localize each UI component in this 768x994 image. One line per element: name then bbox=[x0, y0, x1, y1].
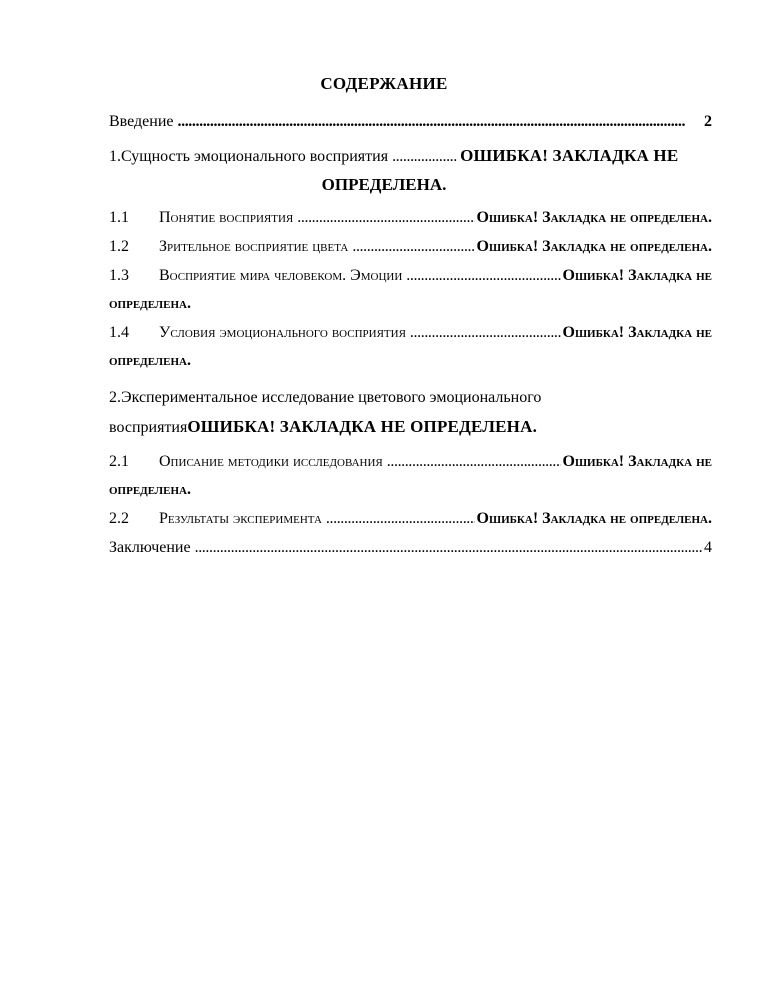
toc-error-text: Ошибка! Закладка не определена. bbox=[476, 510, 712, 527]
toc-entry-2-2[interactable] bbox=[109, 509, 712, 529]
toc-entry-text: Восприятие мира человеком. Эмоции bbox=[159, 267, 403, 284]
toc-leader-dots bbox=[352, 237, 474, 257]
toc-entry-text: Зрительное восприятие цвета bbox=[159, 238, 349, 255]
toc-entry-text: 1.Сущность эмоционального восприятия bbox=[109, 148, 389, 165]
toc-entry-intro[interactable] bbox=[109, 112, 712, 132]
toc-section-number: 1.2 bbox=[109, 238, 129, 255]
toc-entry-conclusion[interactable] bbox=[109, 538, 712, 558]
toc-entry-2-1[interactable] bbox=[109, 452, 712, 472]
toc-leader-dots bbox=[392, 147, 458, 167]
toc-leader-dots bbox=[406, 266, 560, 286]
toc-error-text: Ошибка! Закладка не bbox=[562, 324, 712, 341]
toc-error-text: Ошибка! Закладка не определена. bbox=[476, 209, 712, 226]
toc-error-continuation: определена. bbox=[109, 481, 191, 498]
toc-leader-dots bbox=[410, 323, 561, 343]
toc-entry-1-3[interactable] bbox=[109, 266, 712, 286]
toc-entry-text: Описание методики исследования bbox=[159, 453, 383, 470]
toc-page-number: 2 bbox=[704, 113, 712, 130]
toc-error-continuation: ОПРЕДЕЛЕНА. bbox=[321, 175, 447, 194]
toc-entry-ch1[interactable] bbox=[109, 146, 712, 167]
toc-error-text: ОШИБКА! ЗАКЛАДКА НЕ ОПРЕДЕЛЕНА. bbox=[187, 417, 538, 436]
toc-section-number: 2.2 bbox=[109, 510, 129, 527]
toc-error-text: ОШИБКА! ЗАКЛАДКА НЕ bbox=[460, 146, 679, 165]
toc-error-continuation: определена. bbox=[109, 295, 191, 312]
toc-entry-text: Результаты эксперимента bbox=[159, 510, 322, 527]
toc-entry-ch2-cont[interactable] bbox=[109, 417, 537, 438]
toc-section-number: 2.1 bbox=[109, 453, 129, 470]
toc-section-number: 1.3 bbox=[109, 267, 129, 284]
toc-entry-ch2[interactable] bbox=[109, 388, 541, 408]
toc-title: СОДЕРЖАНИЕ bbox=[320, 74, 448, 93]
toc-entry-text: 2.Экспериментальное исследование цветового эмоционального bbox=[109, 389, 542, 406]
toc-entry-text: Понятие восприятия bbox=[159, 209, 294, 226]
toc-leader-dots bbox=[326, 509, 475, 529]
toc-section-number: 1.1 bbox=[109, 209, 129, 226]
toc-error-text: Ошибка! Закладка не bbox=[562, 267, 712, 284]
toc-entry-1-4[interactable] bbox=[109, 323, 712, 343]
toc-leader-dots bbox=[195, 538, 702, 558]
toc-section-number: 1.4 bbox=[109, 324, 129, 341]
toc-entry-1-1[interactable] bbox=[109, 208, 712, 228]
toc-entry-text: Заключение bbox=[109, 539, 191, 556]
toc-error-text: Ошибка! Закладка не bbox=[562, 453, 712, 470]
toc-page-number: 4 bbox=[704, 539, 712, 556]
toc-entry-text: восприятия bbox=[109, 419, 188, 436]
toc-error-text: Ошибка! Закладка не определена. bbox=[476, 238, 712, 255]
toc-error-continuation: определена. bbox=[109, 352, 191, 369]
toc-leader-dots bbox=[387, 452, 561, 472]
toc-leader-dots bbox=[297, 208, 474, 228]
toc-entry-1-2[interactable] bbox=[109, 237, 712, 257]
toc-entry-text: Условия эмоционального восприятия bbox=[159, 324, 406, 341]
toc-leader-dots bbox=[178, 112, 703, 132]
toc-entry-text: Введение bbox=[109, 113, 174, 130]
